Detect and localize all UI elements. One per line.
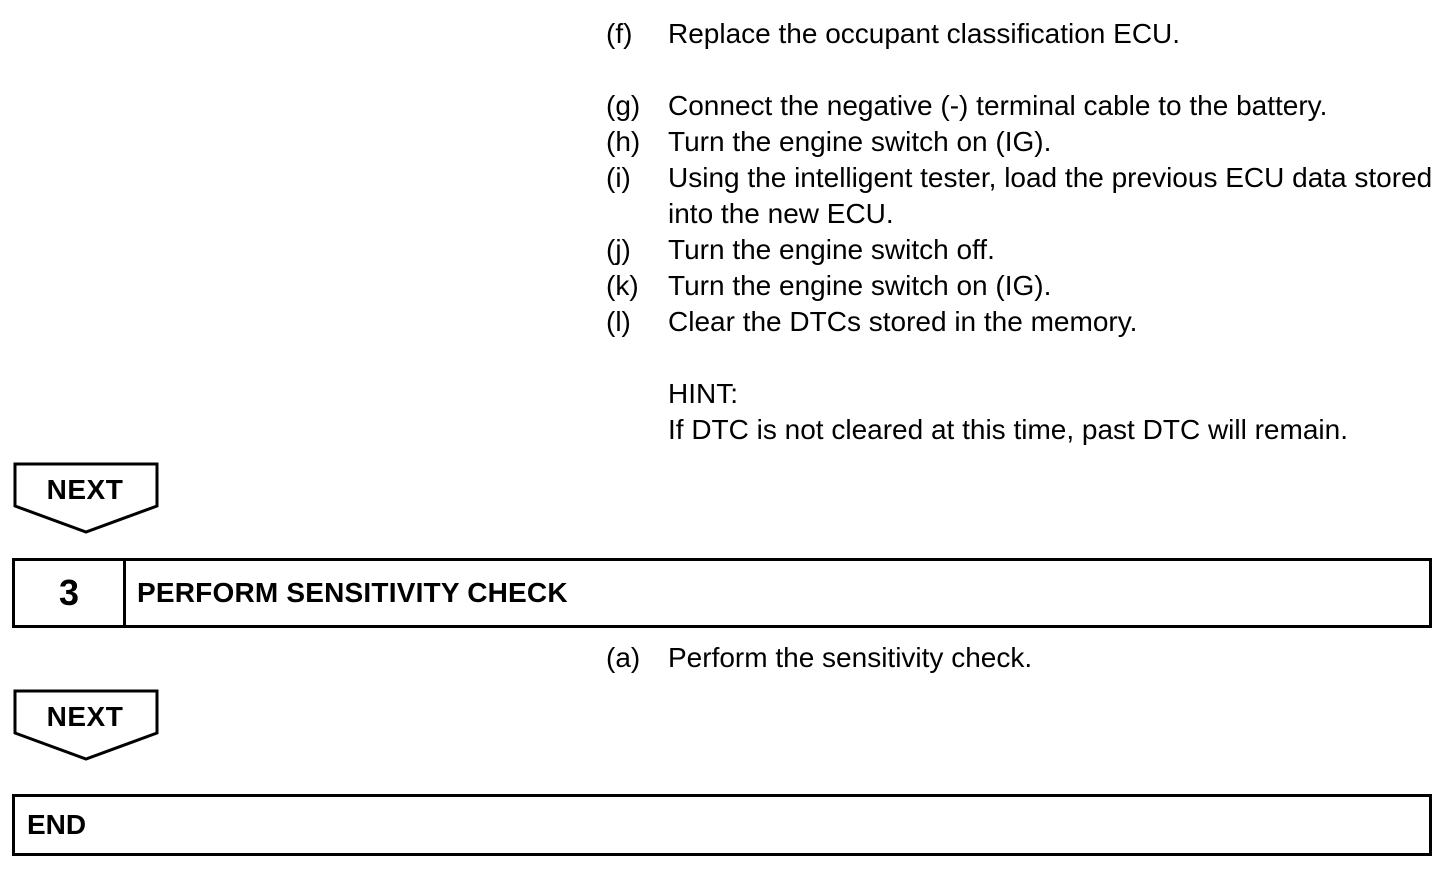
step-item (606, 268, 1436, 304)
step-item (606, 16, 1436, 52)
step-letter: (a) (606, 642, 641, 673)
spacer (606, 52, 1436, 88)
step-text: Connect the negative (-) terminal cable to the battery. (668, 90, 1328, 121)
next-label: NEXT (46, 474, 124, 505)
step-text: Using the intelligent tester, load the previous ECU data stored into the new ECU. (668, 162, 1433, 229)
step-text: Turn the engine switch on (IG). (668, 126, 1052, 157)
step-letter: (l) (606, 306, 631, 337)
end-label: END (27, 809, 87, 840)
hint-label: HINT: (668, 378, 738, 409)
step-header (12, 558, 1432, 628)
next-badge-1[interactable] (13, 462, 159, 536)
step-item (606, 304, 1436, 340)
step-letter: (i) (606, 162, 631, 193)
step-text: Perform the sensitivity check. (668, 642, 1033, 673)
step-letter: (j) (606, 234, 631, 265)
next-label: NEXT (46, 701, 124, 732)
hint-text: If DTC is not cleared at this time, past DTC will remain. (668, 414, 1348, 445)
step-letter: (h) (606, 126, 641, 157)
step-text: Turn the engine switch on (IG). (668, 270, 1052, 301)
hint-block (606, 376, 1436, 448)
step-title: PERFORM SENSITIVITY CHECK (137, 577, 568, 608)
step-number: 3 (15, 561, 126, 625)
step-item (606, 232, 1436, 268)
step-letter: (f) (606, 18, 633, 49)
step-item (606, 88, 1436, 124)
step-letter: (g) (606, 90, 641, 121)
procedure-steps-top (606, 16, 1436, 448)
step-text: Clear the DTCs stored in the memory. (668, 306, 1138, 337)
step-text: Turn the engine switch off. (668, 234, 995, 265)
spacer (606, 340, 1436, 376)
next-badge-2[interactable] (13, 689, 159, 763)
end-box (12, 794, 1432, 856)
procedure-steps-step3 (606, 640, 1436, 676)
step-text: Replace the occupant classification ECU. (668, 18, 1181, 49)
step-item (606, 160, 1436, 232)
step-letter: (k) (606, 270, 639, 301)
step-item (606, 640, 1436, 676)
step-item (606, 124, 1436, 160)
